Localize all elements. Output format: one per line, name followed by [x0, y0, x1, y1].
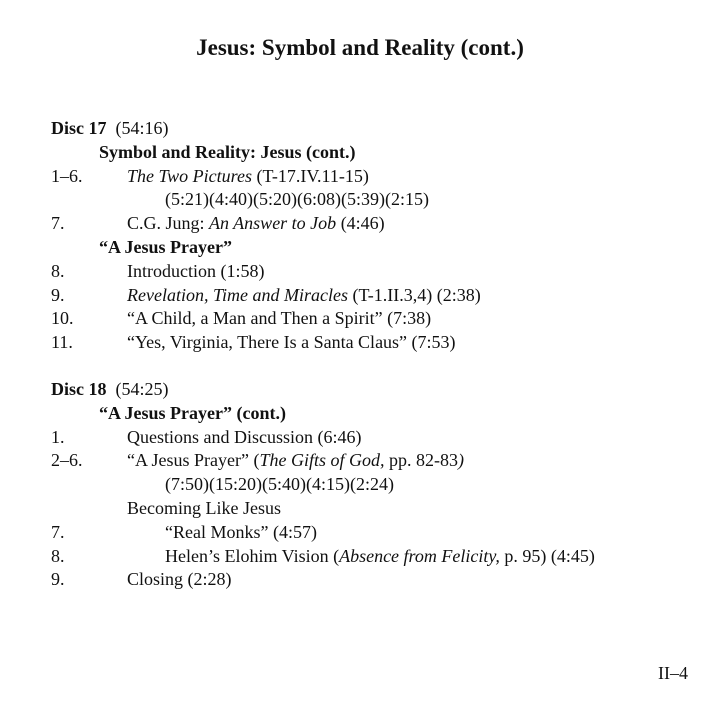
track-number: 7.: [51, 213, 65, 234]
disc-header: [51, 378, 711, 402]
disc-duration: (54:25): [115, 378, 169, 399]
track-row: [51, 331, 711, 355]
track-listing: [51, 117, 711, 592]
track-row: [51, 307, 711, 331]
track-text: “A Child, a Man and Then a Spirit” (7:38): [127, 308, 432, 329]
track-times-row: [51, 188, 711, 212]
track-prefix: C.G. Jung:: [127, 213, 210, 234]
track-number: 9.: [51, 284, 65, 305]
track-number: 8.: [51, 260, 65, 281]
track-title: The Gifts of God,: [259, 450, 385, 471]
track-number: 2–6.: [51, 450, 83, 471]
disc-17-section: [51, 117, 711, 355]
track-text: Introduction (1:58): [127, 260, 265, 281]
track-number: 1.: [51, 426, 65, 447]
track-title: Revelation, Time and Miracles: [127, 284, 348, 305]
track-row: [51, 545, 711, 569]
disc-18-section: [51, 378, 711, 592]
track-row: [51, 212, 711, 236]
track-row: [51, 426, 711, 450]
track-times: (5:21)(4:40)(5:20)(6:08)(5:39)(2:15): [165, 189, 429, 210]
track-number: 10.: [51, 308, 74, 329]
track-reference: p. 95) (4:45): [499, 545, 595, 566]
track-row: [51, 260, 711, 284]
section-header-row: [51, 402, 711, 426]
track-row: [51, 165, 711, 189]
page-title: Jesus: Symbol and Reality (cont.): [196, 35, 524, 60]
track-row: [51, 284, 711, 308]
page-number: II–4: [658, 663, 688, 683]
track-prefix: “A Jesus Prayer” (: [127, 450, 260, 471]
disc-label: Disc 17: [51, 118, 107, 138]
track-row: [51, 449, 711, 473]
section-header: Symbol and Reality: Jesus (cont.): [99, 141, 356, 162]
section-header: “A Jesus Prayer” (cont.): [99, 402, 286, 423]
track-reference: (T-17.IV.11-15): [252, 165, 369, 186]
track-times-row: [51, 473, 711, 497]
subsection-header: Becoming Like Jesus: [127, 497, 281, 518]
track-reference: pp. 82-83: [384, 450, 458, 471]
track-text: “Yes, Virginia, There Is a Santa Claus” (7:53): [127, 332, 456, 353]
track-times: (7:50)(15:20)(5:40)(4:15)(2:24): [165, 474, 394, 495]
track-text: Questions and Discussion (6:46): [127, 426, 362, 447]
track-number: 1–6.: [51, 165, 83, 186]
track-text: Closing (2:28): [127, 569, 232, 590]
track-close-paren: ): [457, 450, 464, 471]
section-header: “A Jesus Prayer”: [99, 236, 232, 257]
track-number: 8.: [51, 545, 65, 566]
track-title: An Answer to Job: [209, 213, 337, 234]
track-number: 7.: [51, 521, 65, 542]
track-number: 11.: [51, 332, 73, 353]
track-time: (4:46): [336, 213, 385, 234]
section-header-row: [51, 141, 711, 165]
track-prefix: Helen’s Elohim Vision (: [165, 545, 340, 566]
track-title: Absence from Felicity,: [339, 545, 500, 566]
track-number: 9.: [51, 569, 65, 590]
track-row: [51, 521, 711, 545]
track-title: The Two Pictures: [127, 165, 252, 186]
disc-duration: (54:16): [115, 118, 169, 138]
track-text: “Real Monks” (4:57): [165, 521, 317, 542]
subsection-row: [51, 497, 711, 521]
disc-label: Disc 18: [51, 378, 107, 399]
disc-header: [51, 117, 711, 141]
track-reference: (T-1.II.3,4) (2:38): [347, 284, 481, 305]
track-row: [51, 568, 711, 592]
section-header-row: [51, 236, 711, 260]
